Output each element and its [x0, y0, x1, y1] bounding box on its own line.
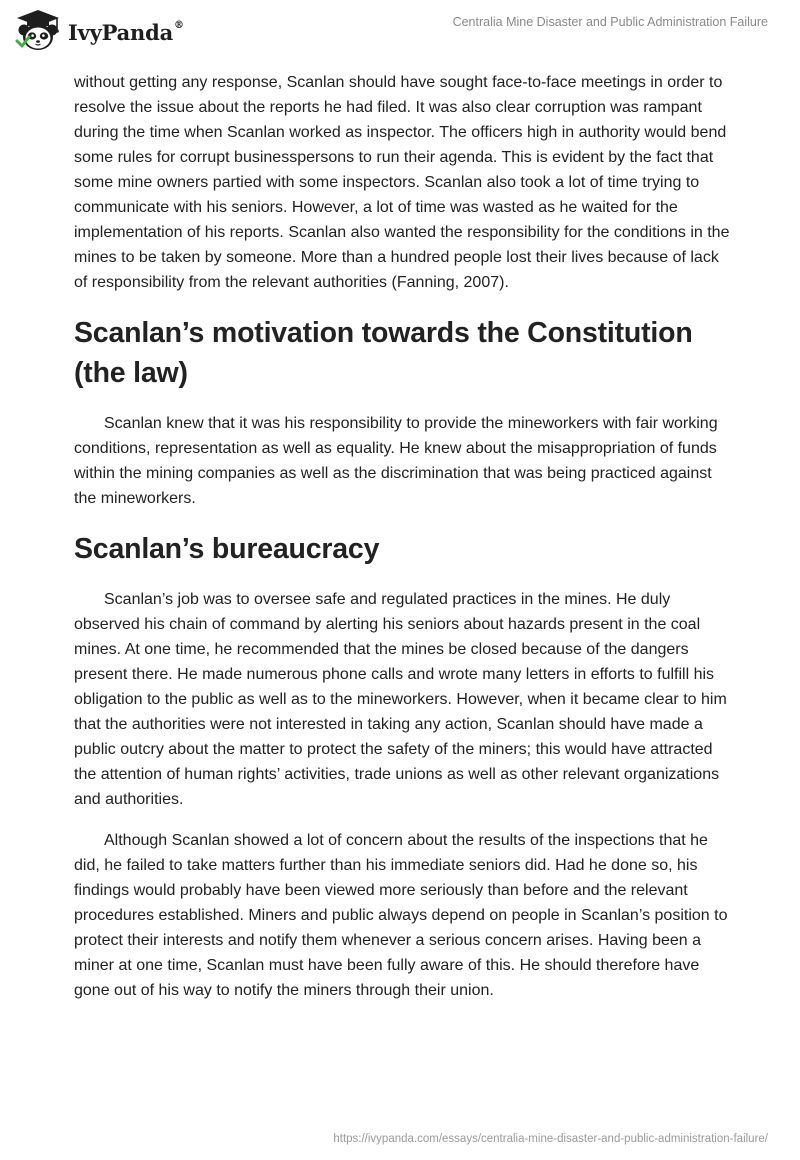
paragraph: without getting any response, Scanlan should have sought face-to-face meetings in order to resolve the issue about the reports he had filed. It was also clear corruption was rampant during the time when Scanlan worked as inspector. The officers high in authority would bend some rules for corrupt businesspersons to run their agenda. This is evident by the fact that some mine owners partied with some inspectors. Scanlan also took a lot of time trying to communicate with his seniors. However, a lot of time was wasted as he waited for the implementation of his reports. Scanlan also wanted the responsibility for the conditions in the mines to be taken by someone. More than a hundred people lost their lives because of lack of responsibility from the relevant authorities (Fanning, 2007).	[74, 74, 730, 291]
essay-content	[74, 70, 734, 1019]
source-url[interactable]: https://ivypanda.com/essays/centralia-mine-disaster-and-public-administration-failure/	[333, 1133, 768, 1145]
page-header	[0, 0, 800, 64]
section-heading-bureaucracy: Scanlan’s bureaucracy	[74, 533, 380, 565]
panda-graduate-icon	[14, 8, 62, 52]
registered-mark: ®	[174, 19, 184, 31]
brand-logo[interactable]	[14, 8, 184, 52]
paragraph: Although Scanlan showed a lot of concern about the results of the inspections that he did, he failed to take matters further than his immediate seniors did. Had he done so, his findings would probably have been viewed more seriously than before and the relevant procedures established. Miners and public always depend on people in Scanlan’s position to protect their interests and notify them whenever a serious concern arises. Having been a miner at one time, Scanlan must have been fully aware of this. He should therefore have gone out of his way to notify the miners through their union.	[74, 832, 728, 999]
brand-name: IvyPanda®	[68, 19, 184, 45]
section-heading-constitution: Scanlan’s motivation towards the Constitution (the law)	[74, 317, 693, 389]
paragraph: Scanlan’s job was to oversee safe and regulated practices in the mines. He duly observed his chain of command by alerting his seniors about hazards present in the coal mines. At one time, he recommended that the mines be closed because of the dangers present there. He made numerous phone calls and wrote many letters in efforts to fulfill his obligation to the public as well as to the mineworkers. However, when it became clear to him that the authorities were not interested in taking any action, Scanlan should have made a public outcry about the matter to protect the safety of the miners; this would have attracted the attention of human rights’ activities, trade unions as well as other relevant organizations and authorities.	[74, 591, 727, 808]
document-title: Centralia Mine Disaster and Public Administration Failure	[452, 15, 768, 29]
paragraph: Scanlan knew that it was his responsibility to provide the mineworkers with fair working conditions, representation as well as equality. He knew about the misappropriation of funds within the mining companies as well as the discrimination that was being practiced against the mineworkers.	[74, 415, 718, 507]
